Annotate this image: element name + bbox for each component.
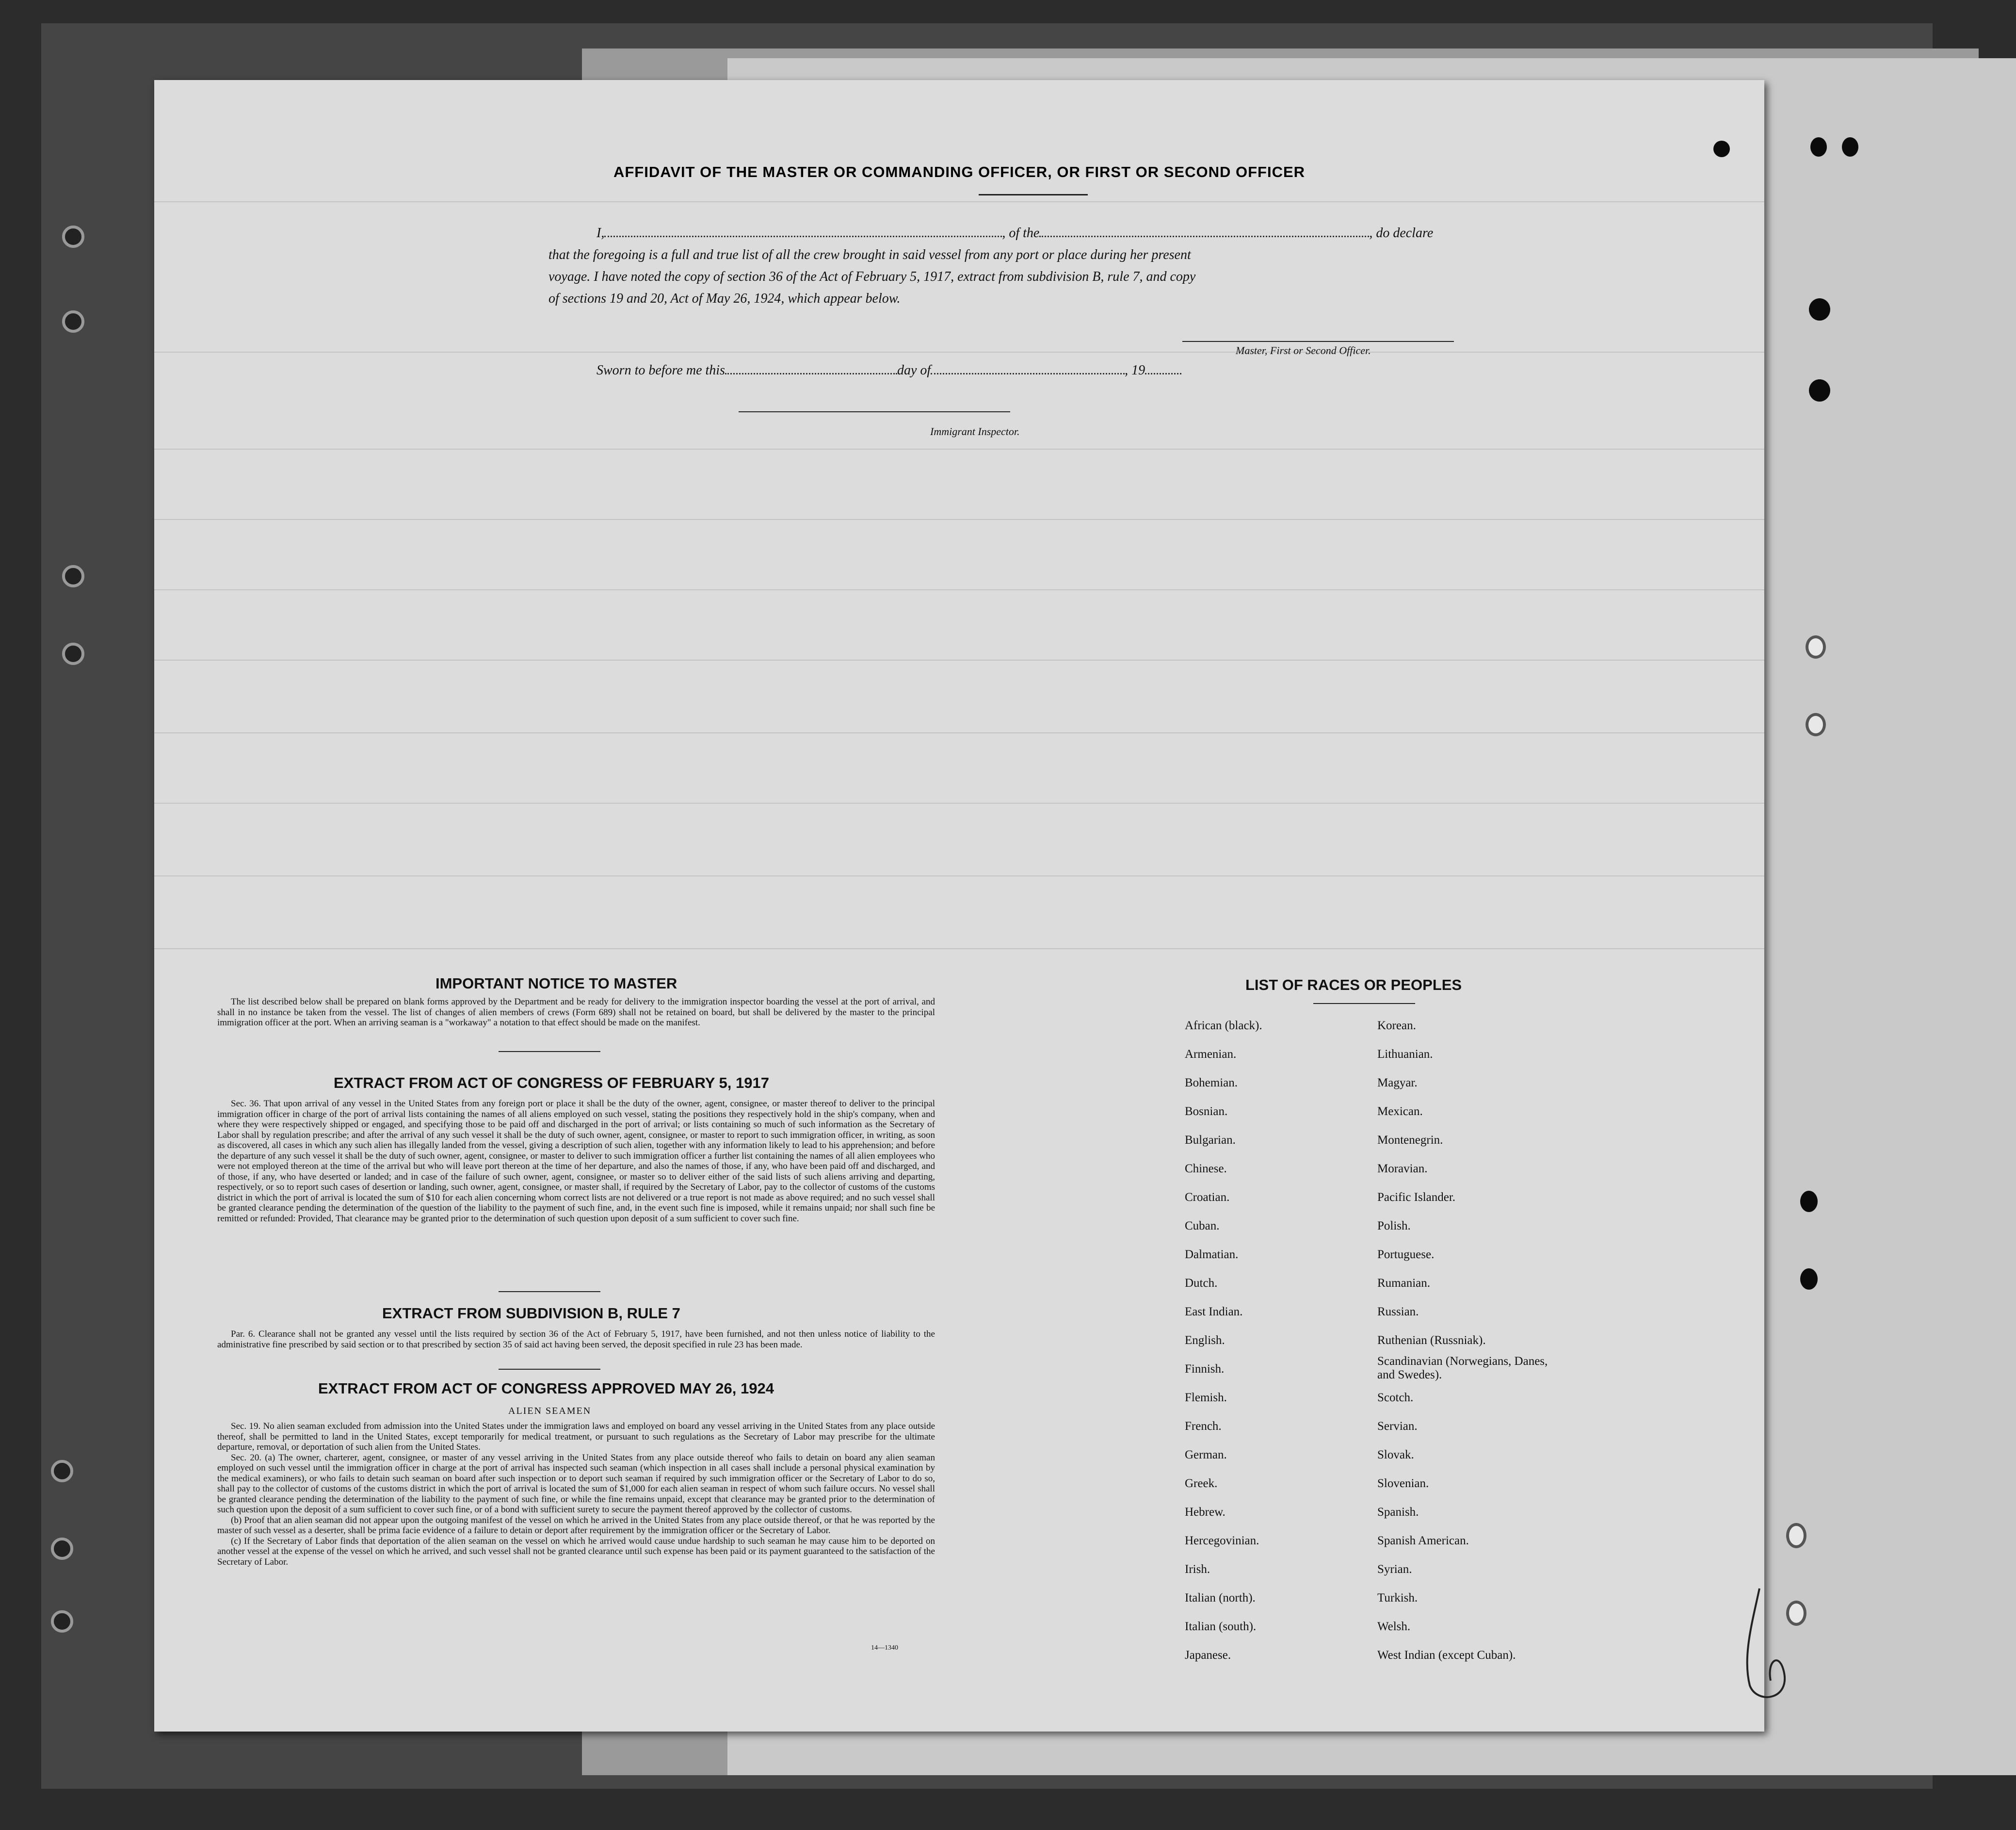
race-item: Italian (north). [1185,1591,1256,1604]
races-title: LIST OF RACES OR PEOPLES [1245,976,1462,993]
race-item: Hercegovinian. [1185,1534,1259,1547]
section-rule [499,1369,600,1370]
race-item: Dutch. [1185,1277,1218,1290]
section-20b-paragraph: (b) Proof that an alien seaman did not appear upon the outgoing manifest of the vessel on which he arrived in the United States from any place outside thereof, or that he was reported by the master of such vessel as a deserter, shall be prima facie evidence of a failure to detain or deport after requirement by the immigration officer or the Secretary of Labor. [217,1515,935,1536]
race-item: Croatian. [1185,1191,1230,1204]
inspector-signature-line [739,411,1010,412]
race-item: Flemish. [1185,1391,1227,1404]
race-item: Scotch. [1377,1391,1414,1404]
race-item: Mexican. [1377,1105,1423,1118]
race-item: Cuban. [1185,1219,1220,1232]
manifest-page [154,80,1764,1732]
race-item: African (black). [1185,1019,1262,1032]
sworn-label: Sworn to before me this [597,363,725,378]
race-item: English. [1185,1334,1225,1347]
race-item: Chinese. [1185,1162,1227,1175]
declaration-line-4: of sections 19 and 20, Act of May 26, 1924, which appear below. [548,291,901,306]
day-blank [725,373,897,374]
punch-hole [1800,1191,1818,1212]
race-item: Magyar. [1377,1076,1418,1089]
punch-hole [1786,1523,1806,1548]
section-rule [499,1291,600,1292]
race-item: Welsh. [1377,1620,1411,1633]
paragraph-6: Par. 6. Clearance shall not be granted any vessel until the lists required by section 36 of the Act of February 5, 1917, have been furnished, and not then unless notice of liability to the administrative fine prescribed by said section or to that prescribed by section 35 of said act having been served, the deposit specified in rule 23 has been made. [217,1329,935,1350]
declaration-line-1 [597,226,1433,241]
race-item: Rumanian. [1377,1277,1431,1290]
master-signature-line [1182,341,1454,342]
binder-hole [51,1610,73,1633]
day-of-label: day of [897,363,931,378]
section-19-paragraph: Sec. 19. No alien seaman excluded from admission into the United States under the immigration laws and employed on board any vessel arriving in the United States from any place outside thereof, shall be permitted to land in the United States, except temporarily for medical treatment, or pursuant to such regulations as the Secretary of Labor may prescribe for the ultimate departure, removal, or deportation of such alien from the United States. [217,1421,935,1452]
sworn-line [597,363,1181,378]
of-the-label: , of the [1002,226,1040,241]
do-declare-label: , do declare [1369,226,1434,241]
month-blank [931,373,1125,374]
race-item: Portuguese. [1377,1248,1435,1261]
race-item: Dalmatian. [1185,1248,1239,1261]
extract-1924-title: EXTRACT FROM ACT OF CONGRESS APPROVED MAY 26, 1924 [318,1380,774,1397]
punch-hole [1842,137,1858,157]
year-label: , 19 [1125,363,1145,378]
punch-hole [1800,1268,1818,1290]
race-item: Spanish. [1377,1506,1419,1519]
races-right-column [1377,1011,1562,1669]
race-item: Armenian. [1185,1048,1237,1061]
binder-hole [62,565,84,587]
binder-hole [62,226,84,248]
race-item: Bosnian. [1185,1105,1228,1118]
race-item: Korean. [1377,1019,1416,1032]
punch-hole [1810,137,1827,157]
race-item: Slovak. [1377,1448,1414,1461]
binder-hole [51,1538,73,1560]
year-blank [1145,373,1181,374]
punch-hole [1806,713,1826,736]
vessel-blank [1039,236,1369,237]
notice-paragraph: The list described below shall be prepared on blank forms approved by the Department and be ready for delivery to the immigration inspector boarding the vessel at the port of arrival, and shall in no instance be taken from the vessel. The list of changes of alien members of crews (Form 689) shall not be retained on board, but shall be delivered by the master to the principal immigration officer at the port. When an arriving seaman is a "workaway" a notation to that effect should be made on the manifest. [217,997,935,1028]
name-blank [604,236,1002,237]
extract-1917-body [217,1099,935,1224]
punch-hole [1713,141,1730,157]
race-item: Spanish American. [1377,1534,1469,1547]
section-36-paragraph: Sec. 36. That upon arrival of any vessel in the United States from any foreign port or place it shall be the duty of the owner, agent, consignee, or master thereof to deliver to the principal immigration officer in charge of the port of arrival lists containing the names of all aliens employed on such vessel, stating the positions they respectively hold in the ship's company, when and where they were respectively shipped or engaged, and specifying those to be paid off and discharged in the port of arrival; or lists containing so much of such information as the Secretary of Labor shall by regulation prescribe; and after the arrival of any such vessel it shall be the duty of such owner, agent, consignee, or master to report to such immigration officer, in writing, as soon as discovered, all cases in which any such alien has illegally landed from the vessel, giving a description of such alien, together with any information likely to lead to his apprehension; and before the departure of any such vessel it shall be the duty of such owner, agent, consignee, or master to deliver to such immigration officer a further list containing the names of all alien employees who were not employed thereon at the time of the arrival but who will leave port thereon at the time of her departure, and also the names of those, if any, who have been paid off and discharged, and of those, if any, who have deserted or landed; and in case of the failure of such owner, agent, consignee, or master so to deliver either of the said lists of such aliens arriving and departing, respectively, or so to report such cases of desertion or landing, such owner, agent, consignee, or master shall, if required by the Secretary of Labor, pay to the collector of customs of the customs district in which the port of arrival is located the sum of $10 for each alien concerning whom correct lists are not delivered or a true report is not made as above required; and no such vessel shall be granted clearance pending the determination of the question of the liability to the payment of such fine, and, in the event such fine is imposed, while it remains unpaid; nor shall such fine be remitted or refunded: Provided, That clearance may be granted prior to the determination of such question upon deposit of a sum sufficient to cover such fine. [217,1099,935,1224]
race-item: Servian. [1377,1420,1418,1433]
master-signature-label: Master, First or Second Officer. [1236,344,1371,356]
races-rule [1313,1003,1415,1004]
punch-hole [1806,635,1826,659]
declaration-line-2: that the foregoing is a full and true list of all the crew brought in said vessel from any port or place during her present [548,247,1191,262]
notice-body [217,997,935,1028]
race-item: Ruthenian (Russniak). [1377,1334,1486,1347]
form-number: 14—1340 [871,1644,898,1652]
section-20a-paragraph: Sec. 20. (a) The owner, charterer, agent, consignee, or master of any vessel arriving in the United States from any place outside thereof who fails to detain on board any alien seaman employed on such vessel until the immigration officer in charge at the port of arrival has inspected such seaman (which inspection in all cases shall include a personal physical examination by the medical examiners), or who fails to detain such seaman on board after such inspection or to deport such seaman if required by such immigration officer or the Secretary of Labor to do so, shall pay to the collector of customs of the customs district in which the port of arrival is located the sum of $1,000 for each alien seaman in respect of whom such failure occurs. No vessel shall be granted clearance pending the determination of the liability to the payment of such fine, or while the fine remains unpaid, except that clearance may be granted prior to the determination of such question upon the deposit of a sum sufficient to cover such fine, or of a bond with sufficient surety to secure the payment thereof approved by the collector of customs. [217,1452,935,1515]
race-item: Hebrew. [1185,1506,1226,1519]
handwritten-mark [1733,1584,1796,1710]
race-item: Montenegrin. [1377,1134,1443,1147]
punch-hole [1809,298,1830,321]
race-item: Russian. [1377,1305,1419,1318]
race-item: Syrian. [1377,1563,1412,1576]
subdivision-title: EXTRACT FROM SUBDIVISION B, RULE 7 [382,1305,680,1322]
extract-1924-body [217,1421,935,1567]
race-item: Lithuanian. [1377,1048,1433,1061]
race-item: Japanese. [1185,1649,1231,1662]
declaration-line-3: voyage. I have noted the copy of section 36 of the Act of February 5, 1917, extract from subdivision B, rule 7, and copy [548,269,1196,284]
binder-hole [62,310,84,333]
race-item: French. [1185,1420,1222,1433]
race-item: Turkish. [1377,1591,1418,1604]
race-item: Bohemian. [1185,1076,1238,1089]
notice-title: IMPORTANT NOTICE TO MASTER [435,975,677,992]
i-label: I, [597,226,605,241]
section-rule [499,1051,600,1052]
race-item: Slovenian. [1377,1477,1429,1490]
race-item: East Indian. [1185,1305,1243,1318]
race-item: Italian (south). [1185,1620,1257,1633]
punch-hole [1809,379,1830,402]
subdivision-body [217,1329,935,1350]
inspector-label: Immigrant Inspector. [930,425,1020,437]
alien-seamen-subtitle: ALIEN SEAMEN [508,1406,592,1416]
binder-hole [51,1460,73,1482]
binder-hole [62,643,84,665]
race-item: Scandinavian (Norwegians, Danes, and Swedes). [1377,1355,1548,1381]
race-item: Irish. [1185,1563,1210,1576]
race-item: Greek. [1185,1477,1218,1490]
race-item: Finnish. [1185,1362,1225,1376]
section-20c-paragraph: (c) If the Secretary of Labor finds that deportation of the alien seaman on the vessel on which he arrived would cause undue hardship to such seaman he may cause him to be deported on another vessel at the expense of the vessel on which he arrived, and such vessel shall not be granted clearance until such expense has been paid or its payment guaranteed to the satisfaction of the Secretary of Labor. [217,1536,935,1567]
races-left-column [1185,1011,1262,1669]
race-item: Moravian. [1377,1162,1428,1175]
race-item: Pacific Islander. [1377,1191,1456,1204]
extract-1917-title: EXTRACT FROM ACT OF CONGRESS OF FEBRUARY 5, 1917 [334,1074,769,1091]
affidavit-title: AFFIDAVIT OF THE MASTER OR COMMANDING OFFICER, OR FIRST OR SECOND OFFICER [613,163,1306,180]
race-item: West Indian (except Cuban). [1377,1649,1516,1662]
race-item: German. [1185,1448,1227,1461]
race-item: Polish. [1377,1219,1411,1232]
title-rule [979,194,1088,195]
race-item: Bulgarian. [1185,1134,1236,1147]
